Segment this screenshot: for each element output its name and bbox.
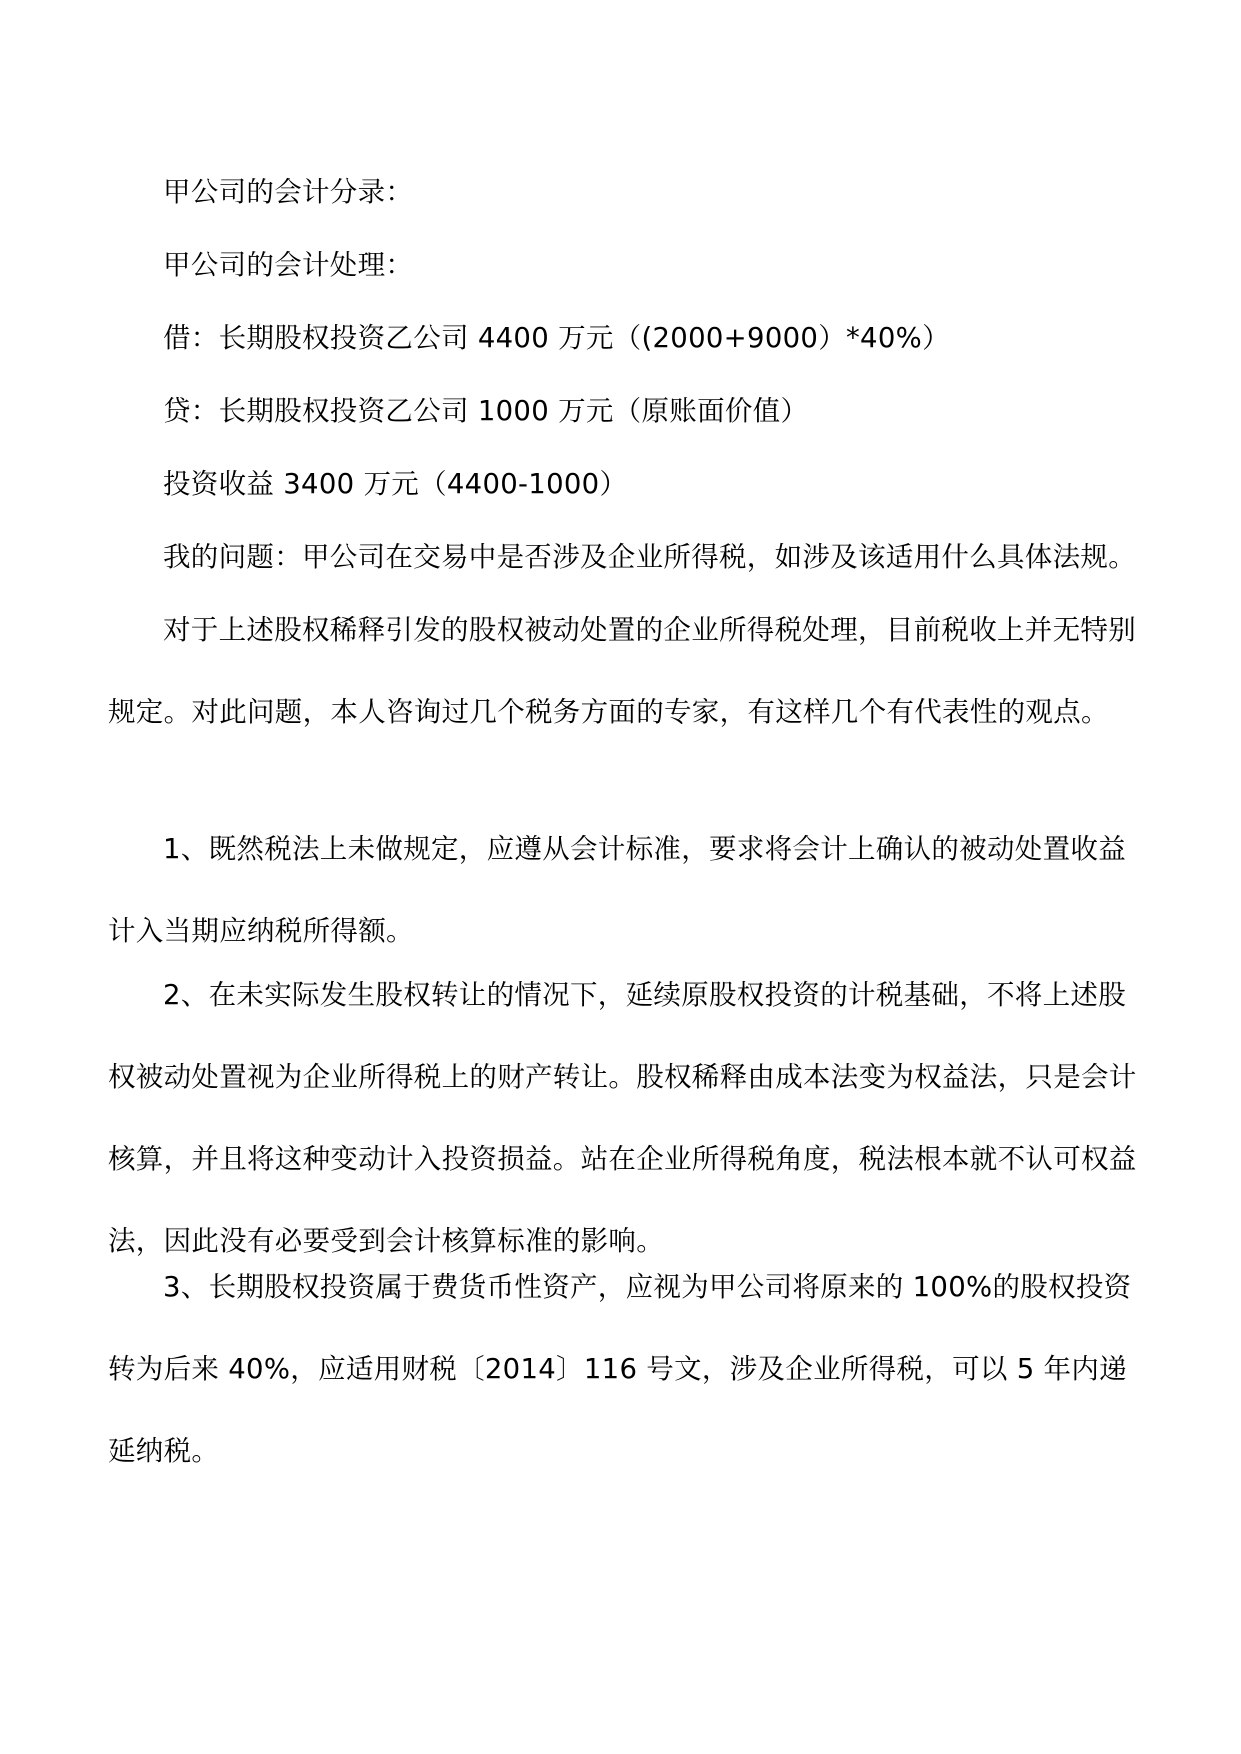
paragraph-view-1: 1、既然税法上未做规定，应遵从会计标准，要求将会计上确认的被动处置收益计入当期应纳税所得额。 — [108, 833, 1126, 947]
paragraph-accounting-treatment-heading: 甲公司的会计处理： — [163, 249, 414, 281]
paragraph-debit-entry: 借：长期股权投资乙公司 4400 万元（(2000+9000）*40%） — [163, 322, 950, 354]
paragraph-no-special-rule: 对于上述股权稀释引发的股权被动处置的企业所得税处理，目前税收上并无特别规定。对此问题，本人咨询过几个税务方面的专家，有这样几个有代表性的观点。 — [108, 614, 1136, 728]
paragraph-journal-entry-heading: 甲公司的会计分录： — [163, 176, 414, 208]
paragraph-view-3: 3、长期股权投资属于费货币性资产，应视为甲公司将原来的 100%的股权投资转为后来 40%，应适用财税〔2014〕116 号文，涉及企业所得税，可以 5 年内递延纳税。 — [108, 1271, 1132, 1467]
paragraph-investment-income: 投资收益 3400 万元（4400-1000） — [163, 468, 628, 500]
paragraph-question: 我的问题：甲公司在交易中是否涉及企业所得税，如涉及该适用什么具体法规。 — [163, 541, 1136, 573]
paragraph-view-2: 2、在未实际发生股权转让的情况下，延续原股权投资的计税基础，不将上述股权被动处置视为企业所得税上的财产转让。股权稀释由成本法变为权益法，只是会计核算，并且将这种变动计入投资损益。站在企业所得税角度，税法根本就不认可权益法，因此没有必要受到会计核算标准的影响。 — [108, 979, 1137, 1257]
paragraph-credit-entry: 贷：长期股权投资乙公司 1000 万元（原账面价值） — [163, 395, 809, 427]
